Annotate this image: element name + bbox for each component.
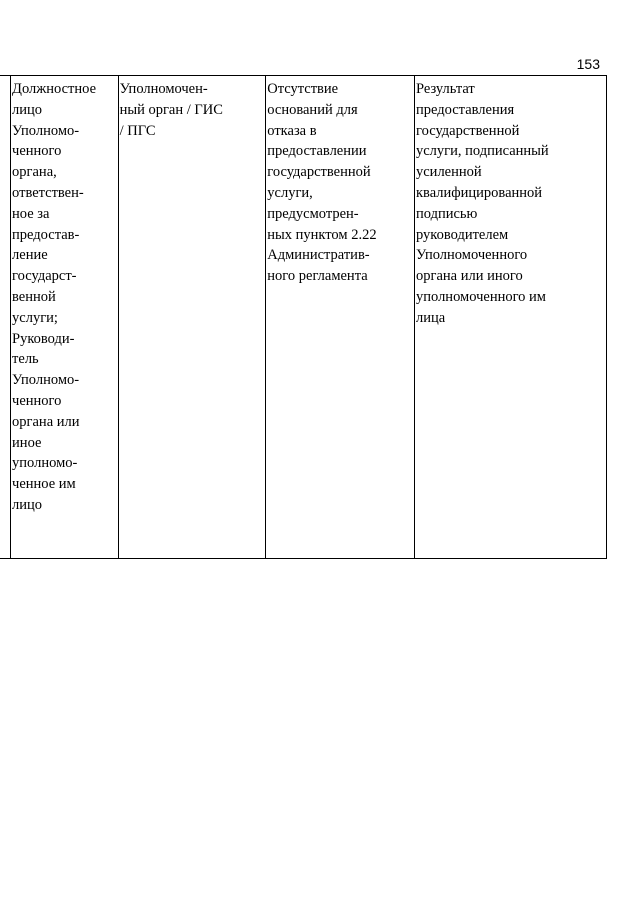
table-cell-empty <box>0 76 11 559</box>
page-number: 153 <box>576 56 600 72</box>
procedure-table <box>0 75 607 559</box>
table-cell-official <box>11 76 119 559</box>
table-cell-platform <box>118 76 266 559</box>
action-result-text: Результат предоставления государственной услуги, подписанный усиленной квалифицированной подписью руководителем Уполномоченного органа или иного уполномоченного им лица <box>416 81 549 326</box>
table-row <box>0 76 607 559</box>
decision-criteria-text: Отсутствие оснований для отказа в предоставлении государственной услуги, предусмотрен- ных пунктом 2.22 Административ- ного регламента <box>267 81 377 285</box>
table-cell-result <box>415 76 607 559</box>
responsible-official-text: Должностное лицо Уполномо- ченного органа, ответствен- ное за предостав- ление государст- венной услуги; Руководи- тель Уполномо- ченного органа или иное уполномо- ченное им лицо <box>12 81 97 513</box>
execution-platform-text: Уполномочен- ный орган / ГИС / ПГС <box>119 81 223 139</box>
table-cell-criteria <box>266 76 415 559</box>
